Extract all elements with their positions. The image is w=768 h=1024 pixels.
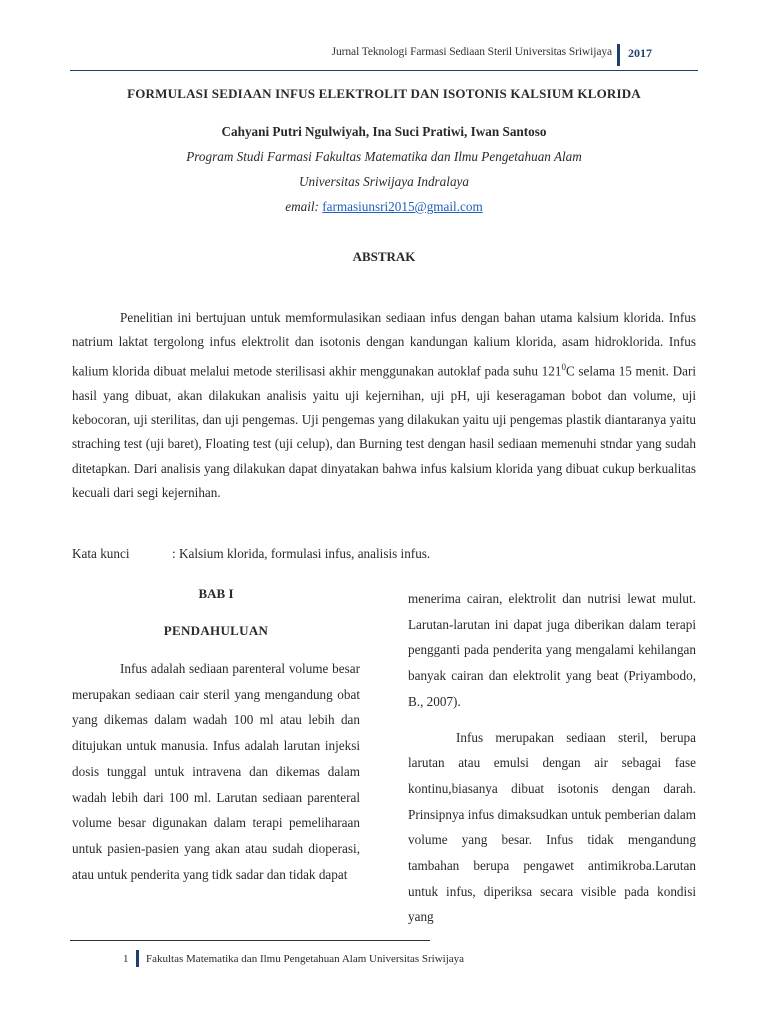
abstract-text-1: Penelitian ini bertujuan untuk memformulasikan sediaan infus dengan bahan utama kalsium klorida. Infus natrium laktat tergolong infus elektrolit dan isotonis dengan kandungan kalium klorida, asam hidroklorida. Infus kalium klorida dibuat melalui metode sterilisasi akhir menggunakan autoklaf pada suhu 121 — [72, 310, 696, 379]
footer-text: Fakultas Matematika dan Ilmu Pengetahuan Alam Universitas Sriwijaya — [146, 953, 465, 965]
chapter-heading: BAB I — [198, 586, 234, 601]
header-divider-bar — [617, 44, 620, 66]
running-header-journal: Jurnal Teknologi Farmasi Sediaan Steril Universitas Sriwijaya — [331, 46, 612, 58]
email-line — [70, 199, 698, 215]
section-heading: PENDAHULUAN — [163, 623, 269, 638]
affiliation-line-2: Universitas Sriwijaya Indralaya — [299, 174, 469, 189]
running-header-year: 2017 — [628, 46, 652, 60]
left-column — [72, 656, 360, 887]
abstract-paragraph — [72, 306, 696, 506]
keywords-label: Kata kunci — [72, 546, 130, 561]
right-paragraph-1: menerima cairan, elektrolit dan nutrisi lewat mulut. Larutan-larutan ini dapat juga diberikan dalam terapi pengganti pada penderita yang mengalami kehilangan banyak cairan dan elektrolit yang beat (Priyambodo, B., 2007). — [408, 591, 696, 709]
footer-page-number: 1 — [123, 953, 129, 965]
right-paragraph-2: Infus merupakan sediaan steril, berupa larutan atau emulsi dengan air sebagai fase kontinu,biasanya dibuat isotonis dengan darah. Prinsipnya infus dimaksudkan untuk pemberian dalam volume yang besar. Infus tidak mengandung tambahan berupa pengawet antimikroba.Larutan untuk infus, diperiksa secara visible pada kondisi yang — [408, 729, 696, 925]
email-link[interactable]: farmasiunsri2015@gmail.com — [322, 199, 483, 214]
email-label: email: — [285, 199, 319, 214]
degree-superscript: 0 — [561, 361, 566, 372]
footer-rule — [70, 940, 430, 941]
footer-divider-bar — [136, 950, 139, 967]
abstract-text-2: C selama 15 menit. Dari hasil yang dibuat, akan dilakukan analisis yaitu uji kejernihan, uji pH, uji keseragaman bobot dan volume, uji kebocoran, uji sterilitas, dan uji pengemas. Uji pengemas yang dilakukan yaitu uji pengemas plastik diantaranya yaitu straching test (uji baret), Floating test (uji celup), dan Burning test dengan hasil sediaan memenuhi stndar yang sudah ditetapkan. Dari analisis yang dilakukan dapat dinyatakan bahwa infus kalsium klorida yang dibuat cukup berkualitas kecuali dari segi kejernihan. — [72, 363, 697, 501]
right-column — [408, 586, 696, 930]
abstract-body — [72, 306, 696, 506]
header-rule — [70, 70, 698, 71]
left-paragraph: Infus adalah sediaan parenteral volume besar merupakan sediaan cair steril yang mengandung obat yang dikemas dalam wadah 100 ml atau lebih dan ditujukan untuk manusia. Infus adalah larutan injeksi dosis tunggal untuk intravena dan dikemas dalam wadah lebih dari 100 ml. Larutan sediaan parenteral volume besar digunakan dalam terapi pemeliharaan untuk pasien-pasien yang akan atau sudah dioperasi, atau untuk penderita yang tidk sadar dan tidak dapat — [72, 661, 360, 882]
paper-authors: Cahyani Putri Ngulwiyah, Ina Suci Pratiwi, Iwan Santoso — [221, 124, 547, 139]
keywords-value: : Kalsium klorida, formulasi infus, analisis infus. — [172, 546, 431, 561]
keywords-line — [72, 546, 430, 562]
abstract-heading: ABSTRAK — [352, 249, 416, 264]
paper-title: FORMULASI SEDIAAN INFUS ELEKTROLIT DAN ISOTONIS KALSIUM KLORIDA — [127, 86, 641, 101]
affiliation-line-1: Program Studi Farmasi Fakultas Matematika dan Ilmu Pengetahuan Alam — [186, 149, 582, 164]
